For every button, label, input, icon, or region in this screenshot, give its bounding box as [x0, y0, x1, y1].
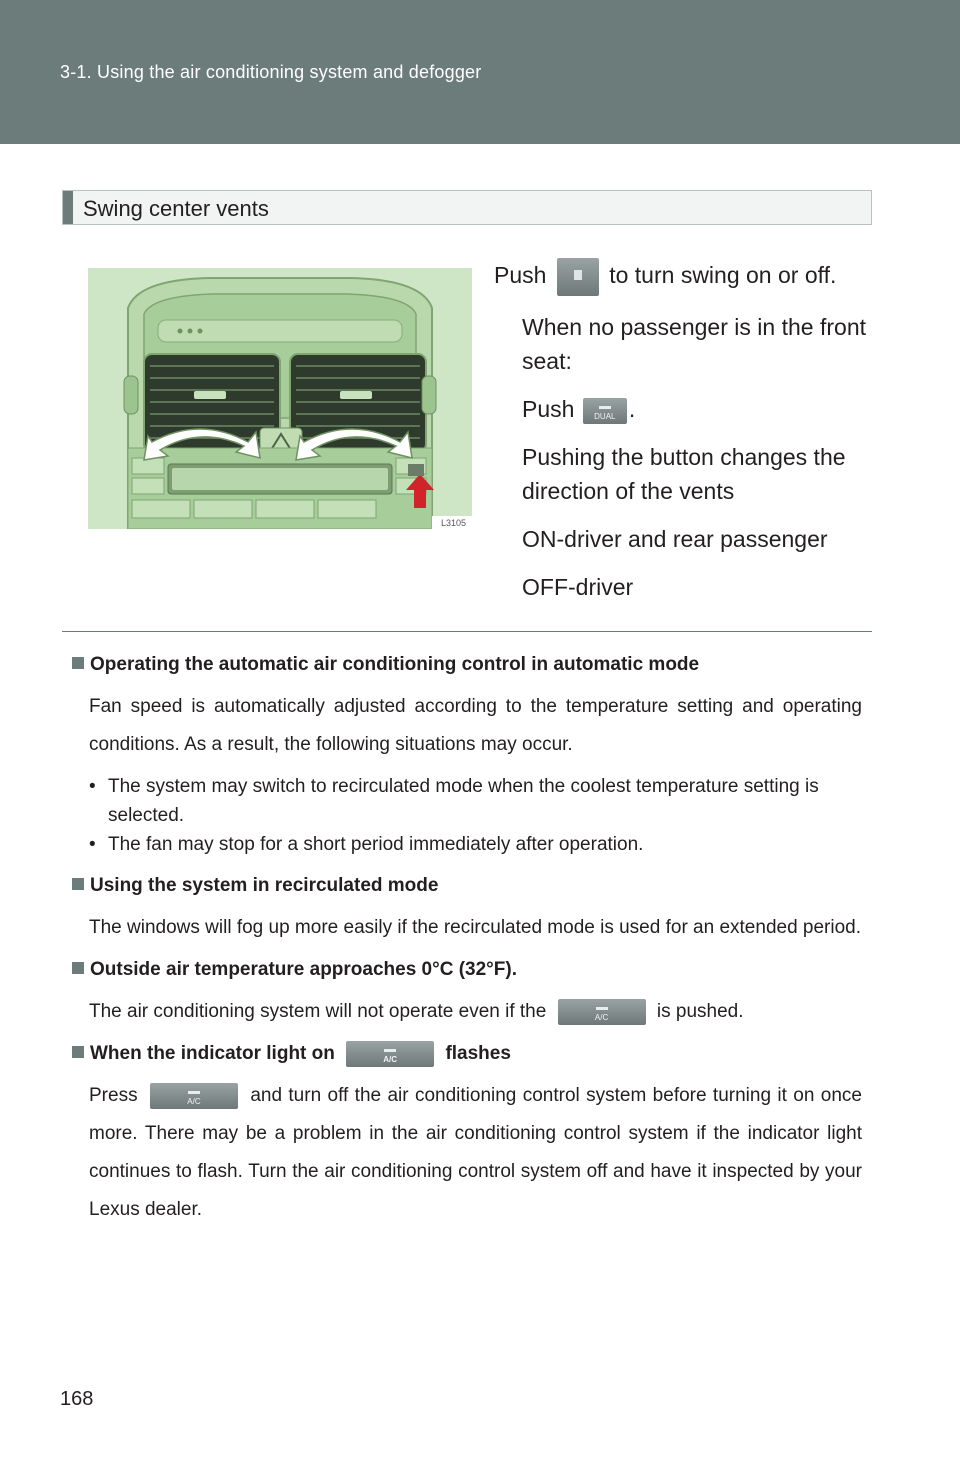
- note-body-indicator: Press A/C and turn off the air conditioning control system before turning it on once more. There may be a problem in the air conditioning control system if the indicator light continues to flash. Turn the air conditioning control system off and have it inspected by your Lexus dealer.: [72, 1077, 862, 1229]
- vent-panel-illustration: [88, 268, 472, 529]
- section-heading-text: Swing center vents: [83, 196, 269, 221]
- illustration-code: L3105: [440, 518, 466, 528]
- square-bullet-icon: [72, 1046, 84, 1058]
- note-heading-automatic-mode: Operating the automatic air conditioning control in automatic mode: [72, 650, 862, 680]
- ac-button-icon: A/C: [346, 1041, 434, 1067]
- swing-button-icon: [557, 258, 599, 296]
- note-bullets: [72, 772, 862, 859]
- page-number: 168: [60, 1388, 94, 1410]
- note-heading-recirculated: Using the system in recirculated mode: [72, 871, 862, 901]
- square-bullet-icon: [72, 878, 84, 890]
- swing-instructions: [494, 258, 866, 618]
- notes-section: [72, 650, 862, 1237]
- section-heading: [62, 190, 872, 225]
- section-divider: [62, 631, 872, 632]
- note-heading-indicator: When the indicator light on A/C flashes: [72, 1039, 862, 1069]
- ac-button-icon: A/C: [150, 1083, 238, 1109]
- note-heading-outside-temp: Outside air temperature approaches 0°C (32°F).: [72, 955, 862, 985]
- list-item: • The fan may stop for a short period immediately after operation.: [89, 830, 862, 859]
- breadcrumb: 3-1. Using the air conditioning system and defogger: [60, 62, 482, 82]
- push-swing-line: Push to turn swing on or off.: [494, 258, 866, 296]
- square-bullet-icon: [72, 962, 84, 974]
- pushing-text: Pushing the button changes the direction of the vents: [522, 444, 846, 504]
- on-state-text: ON-driver and rear passenger: [522, 526, 828, 552]
- ac-button-icon: A/C: [558, 999, 646, 1025]
- note-body-outside-temp: The air conditioning system will not operate even if the A/C is pushed.: [72, 993, 862, 1031]
- page-header: [0, 0, 960, 144]
- vent-panel-drawing: [88, 268, 472, 529]
- push-dual-line: Push DUAL .: [522, 396, 636, 422]
- no-passenger-text: When no passenger is in the front seat:: [522, 314, 866, 374]
- dual-button-icon: DUAL: [583, 398, 627, 424]
- list-item: • The system may switch to recirculated mode when the coolest temperature setting is selected.: [89, 772, 862, 830]
- note-body-automatic-mode: Fan speed is automatically adjusted according to the temperature setting and operating conditions. As a result, the following situations may occur.: [89, 696, 862, 755]
- square-bullet-icon: [72, 657, 84, 669]
- section-heading-bar: [63, 191, 73, 224]
- note-body-recirculated: The windows will fog up more easily if the recirculated mode is used for an extended period.: [89, 917, 862, 938]
- off-state-text: OFF-driver: [522, 574, 634, 600]
